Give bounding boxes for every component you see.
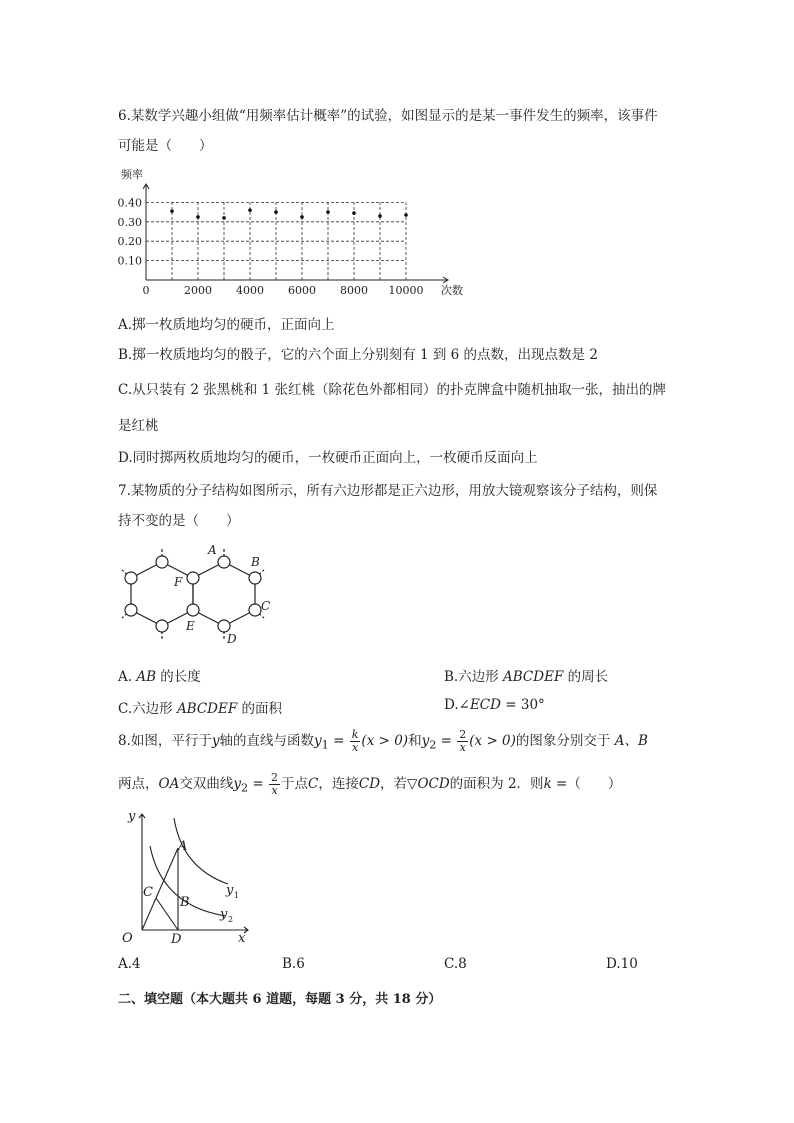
data-point — [404, 213, 408, 217]
q6-stem-line1: 6.某数学兴趣小组做“用频率估计概率”的试验，如图显示的是某一事件发生的频率，该事件 — [118, 108, 658, 124]
frequency-chart — [112, 162, 472, 298]
q7-option-c: C.六边形 ABCDEF 的面积 — [118, 701, 283, 717]
y-tick-label: 0.40 — [117, 196, 142, 210]
q7-stem-line2: 持不变的是（ ） — [118, 513, 240, 529]
label-y2: y — [220, 907, 228, 922]
data-point — [222, 216, 226, 220]
y-tick-label: 0.30 — [117, 215, 142, 229]
q8-stem-line2: 两点，OA交双曲线$y_2$ = $\frac{2}{x}$ 于点C，连接CD，若▽OCD的面积为 2．则k =（ ） — [118, 771, 622, 797]
q6-option-c: C.从只装有 2 张黑桃和 1 张红桃（除花色外都相同）的扑克牌盒中随机抽取一张，抽出的牌 — [118, 382, 666, 398]
x-tick-label: 6000 — [288, 284, 316, 297]
q7-option-a: A. AB 的长度 — [118, 669, 201, 685]
label-d: D — [171, 932, 182, 946]
q8-option-b: B.6 — [282, 956, 305, 972]
label-c: C — [143, 885, 153, 900]
q6-option-a: A.掷一枚质地均匀的硬币，正面向上 — [118, 317, 335, 333]
data-point — [326, 210, 330, 214]
label-o: O — [122, 931, 133, 946]
x-tick-label: 10000 — [388, 284, 424, 297]
data-point — [196, 215, 200, 219]
data-point — [170, 209, 174, 213]
q7-option-b: B.六边形 ABCDEF 的周长 — [444, 669, 609, 685]
q7-option-d: D.∠ECD = 30° — [444, 697, 545, 713]
label-d: D — [227, 632, 237, 646]
label-y2-sub: 2 — [228, 915, 234, 924]
q8-stem-line1: 8.如图，平行于y轴的直线与函数$y_1$ = $\frac{k}{x}$ (x > 0)和$y_2$ = $\frac{2}{x}$ (x > 0)的图象分别交于 A、B — [118, 728, 648, 754]
q8-option-a: A.4 — [118, 956, 141, 972]
q6-option-d: D.同时掷两枚质地均匀的硬币，一枚硬币正面向上，一枚硬币反面向上 — [118, 450, 538, 466]
data-point — [274, 210, 278, 214]
q8-option-d: D.10 — [606, 956, 638, 972]
label-a: A — [208, 543, 217, 557]
label-y1: y — [226, 883, 234, 898]
left-hexagon — [131, 562, 193, 626]
x-tick-label: 2000 — [184, 284, 212, 297]
data-point — [352, 211, 356, 215]
label-b: B — [180, 895, 190, 910]
q8-option-c: C.8 — [444, 956, 467, 972]
data-point — [378, 214, 382, 218]
x-tick-label: 8000 — [340, 284, 368, 297]
y-tick-label: 0.10 — [117, 254, 142, 268]
q7-stem-line1: 7.某物质的分子结构如图所示，所有六边形都是正六边形，用放大镜观察该分子结构，则保 — [118, 483, 658, 499]
q6-option-c-cont: 是红桃 — [118, 418, 159, 434]
q6-stem-line2: 可能是（ ） — [118, 138, 213, 154]
hyperbola-graph — [116, 806, 256, 946]
section-heading: 二、填空题（本大题共 6 道题，每题 3 分，共 18 分） — [118, 992, 442, 1007]
y-axis-label: 频率 — [121, 168, 143, 181]
label-e: E — [186, 619, 195, 633]
segment-cd — [156, 898, 178, 930]
label-y: y — [128, 809, 136, 824]
origin-label: 0 — [142, 284, 150, 297]
label-f: F — [174, 575, 183, 589]
molecule-diagram — [118, 540, 288, 650]
data-point — [248, 208, 252, 212]
x-axis-label: 次数 — [441, 284, 463, 297]
label-a: A — [178, 839, 188, 854]
label-y1-sub: 1 — [234, 891, 240, 900]
data-point — [300, 215, 304, 219]
right-hexagon — [193, 562, 255, 626]
x-tick-label: 4000 — [236, 284, 264, 297]
label-c: C — [261, 599, 271, 613]
y-tick-label: 0.20 — [117, 235, 142, 249]
label-x: x — [238, 931, 246, 946]
label-b: B — [251, 555, 260, 569]
q6-option-b: B.掷一枚质地均匀的骰子，它的六个面上分别刻有 1 到 6 的点数，出现点数是 2 — [118, 347, 598, 363]
